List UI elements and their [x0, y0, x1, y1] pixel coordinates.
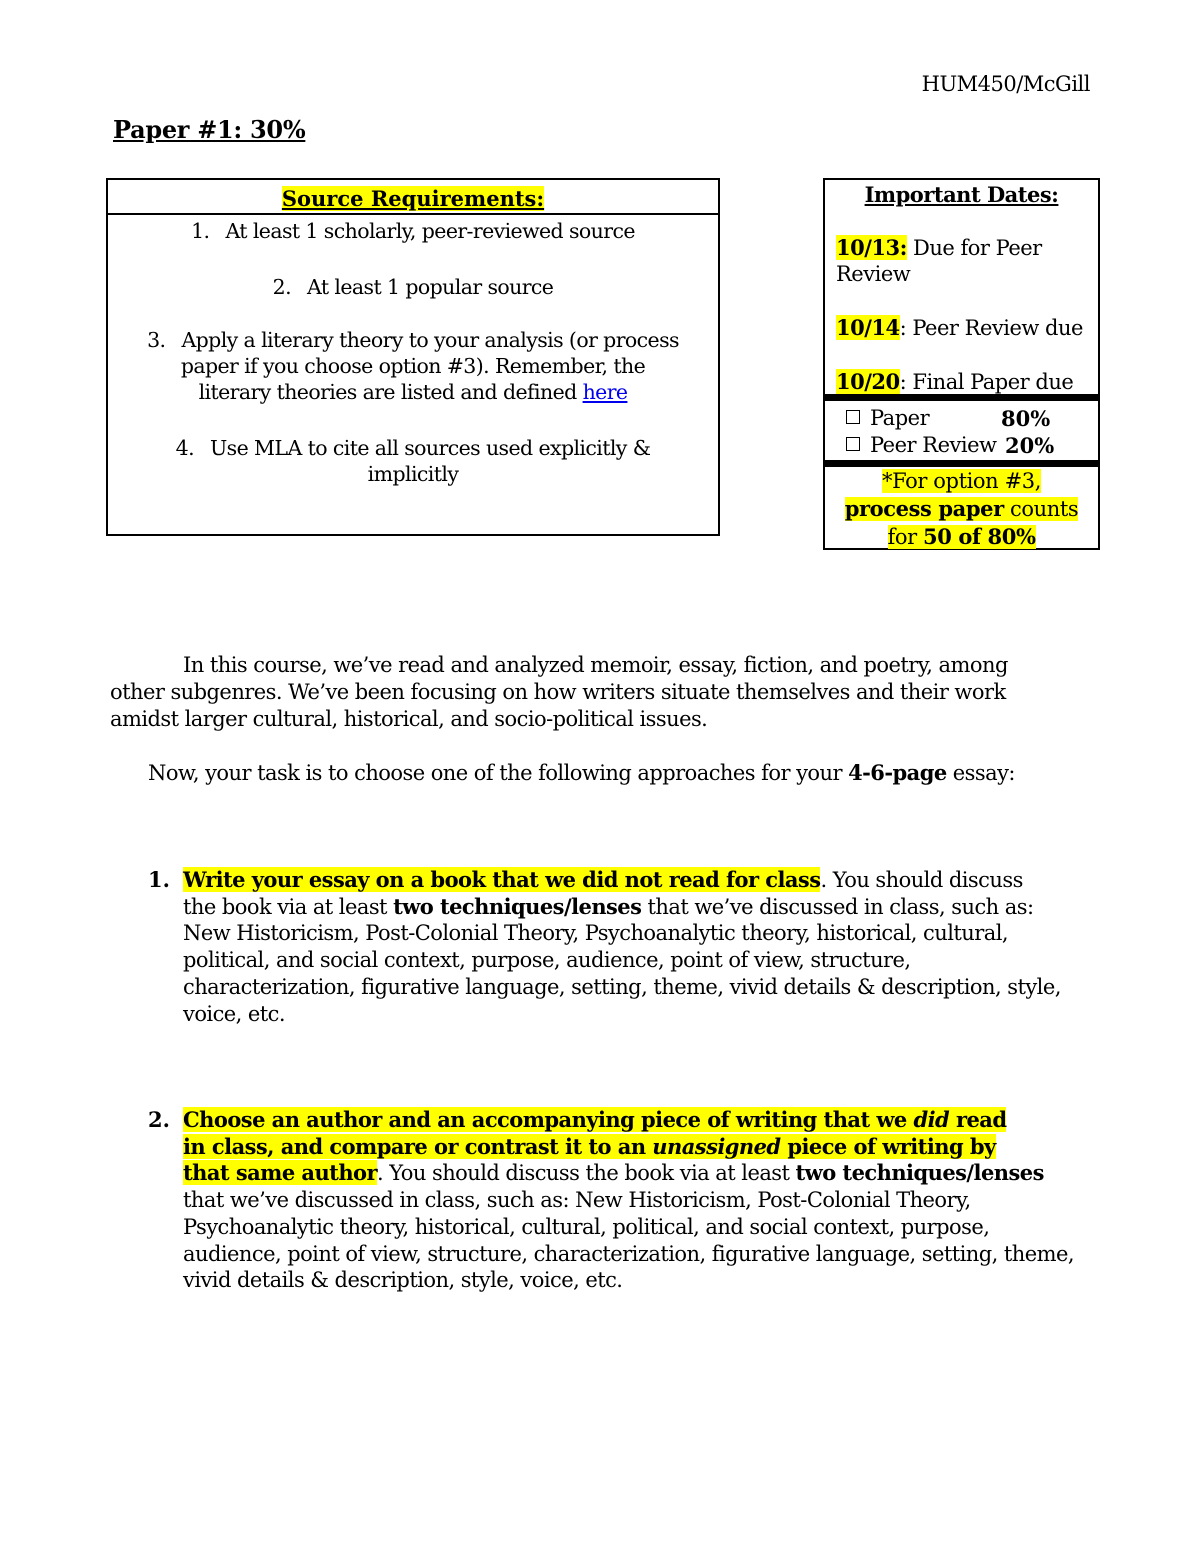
date-item: 10/20: Final Paper due: [836, 369, 1074, 394]
option-number: 1.: [148, 867, 170, 892]
checkbox-icon[interactable]: [846, 410, 860, 424]
date-item: 10/14: Peer Review due: [836, 315, 1083, 340]
checkbox-icon[interactable]: [846, 437, 860, 451]
literary-theories-link[interactable]: here: [582, 380, 628, 404]
list-item: 3. Apply a literary theory to your analysis (or process paper if you choose option #3). Remember, the literary theories are listed and defined here: [147, 328, 679, 404]
source-requirements-box: [106, 178, 720, 536]
option-1: Write your essay on a book that we did not read for class. You should discuss the book via at least two techniques/lenses that we’ve discussed in class, such as: New Historicism, Post-Colonial Theory, Psychoanalytic theory, historical, cultural, political, and social context, purpose, audience, point of view, structure, characterization, figurative language, setting, theme, vivid details & description, style, voice, etc.: [183, 867, 1061, 1026]
option-number: 2.: [148, 1107, 170, 1132]
divider: [825, 394, 1098, 401]
grading-row: Peer Review: [846, 433, 996, 457]
course-header: HUM450/McGill: [921, 72, 1090, 96]
grading-weight: 80%: [1001, 406, 1051, 431]
intro-paragraph: In this course, we’ve read and analyzed memoir, essay, fiction, and poetry, among other subgenres. We’ve been focusing on how writers situate themselves and their work amidst larger cultural, historical, and socio-political issues.: [110, 653, 1008, 731]
page-title: Paper #1: 30%: [113, 115, 306, 144]
option-2: Choose an author and an accompanying piece of writing that we did read in class, and compare or contrast it to an unassigned piece of writing by that same author. You should discuss the book via at least two techniques/lenses that we’ve discussed in class, such as: New Historicism, Post-Colonial Theory, Psychoanalytic theory, historical, cultural, political, and social context, purpose, audience, point of view, structure, characterization, figurative language, setting, theme, vivid details & description, style, voice, etc.: [183, 1107, 1075, 1293]
list-item: 2. At least 1 popular source: [272, 275, 554, 299]
date-item: 10/13: Due for Peer Review: [836, 235, 1042, 286]
task-paragraph: Now, your task is to choose one of the following approaches for your 4-6-page essay:: [148, 760, 1015, 785]
list-item: 1. At least 1 scholarly, peer-reviewed source: [191, 219, 635, 243]
grading-weight: 20%: [1005, 433, 1055, 458]
source-requirements-header: [108, 180, 718, 215]
important-dates-box: [823, 178, 1100, 550]
option-note: *For option #3, process paper counts for 50 of 80%: [844, 469, 1079, 549]
source-requirements-heading: Source Requirements:: [281, 186, 545, 211]
list-item: 4. Use MLA to cite all sources used explicitly & implicitly: [175, 436, 651, 486]
grading-row: Paper: [846, 406, 929, 430]
divider: [825, 460, 1098, 467]
important-dates-heading: Important Dates:: [864, 182, 1059, 207]
